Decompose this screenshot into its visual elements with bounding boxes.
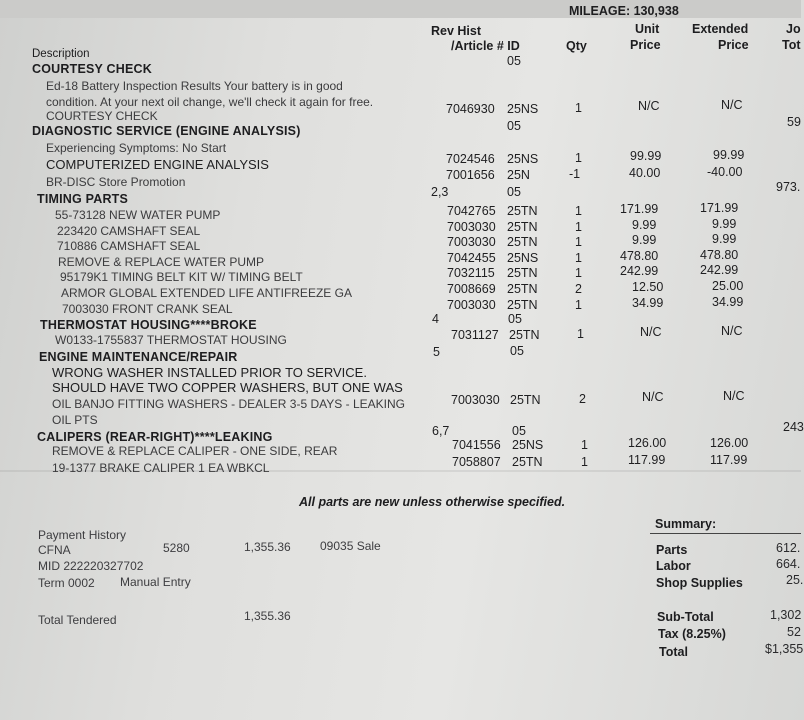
timing-row-id: 25TN (507, 282, 538, 296)
diag-r2-qty: -1 (569, 167, 581, 181)
timing-row-desc: 7003030 FRONT CRANK SEAL (62, 301, 233, 316)
thermostat-qty: 1 (577, 327, 584, 341)
timing-row-unit: 34.99 (632, 295, 664, 310)
summary-subtotal: 1,302 (770, 608, 802, 622)
courtesy-unit: N/C (638, 99, 660, 113)
timing-row-unit: 9.99 (632, 233, 657, 248)
caliper-row-desc: 19-1377 BRAKE CALIPER 1 EA WBKCL (52, 461, 270, 475)
timing-row-id: 25TN (507, 204, 538, 218)
timing-row-qty: 1 (575, 235, 582, 250)
timing-row-qty: 1 (575, 297, 582, 312)
thermostat-rev-left: 4 (432, 312, 439, 326)
timing-row-desc: REMOVE & REPLACE WATER PUMP (58, 254, 265, 269)
timing-row-qty: 1 (575, 266, 582, 281)
payment-title: Payment History (38, 528, 127, 542)
col-article-id: /Article # ID (451, 39, 520, 53)
payment-card: CFNA (38, 543, 71, 557)
timing-row-qty: 1 (575, 204, 582, 218)
timing-row-article: 7042765 (447, 204, 496, 218)
timing-row-article: 7003030 (447, 235, 496, 250)
courtesy-rev2: 05 (507, 119, 521, 133)
col-rev-hist: Rev Hist (431, 24, 482, 38)
diagnostic-line1: Experiencing Symptoms: No Start (46, 141, 227, 155)
thermostat-unit: N/C (640, 325, 662, 339)
engine-id: 25TN (510, 393, 541, 407)
timing-row-article: 7008669 (447, 282, 496, 296)
timing-row-unit: 478.80 (620, 248, 659, 263)
engine-article: 7003030 (451, 393, 500, 407)
courtesy-article: 7046930 (446, 102, 495, 116)
payment-amount: 1,355.36 (244, 540, 291, 554)
timing-row-ext: 242.99 (700, 263, 739, 278)
caliper-row-article: 7058807 (452, 455, 501, 469)
caliper-row-qty: 1 (581, 455, 588, 469)
caliper-row-article: 7041556 (452, 438, 501, 452)
courtesy-ext: N/C (721, 98, 743, 112)
thermostat-rev: 05 (508, 312, 522, 326)
timing-rev: 05 (507, 185, 521, 199)
courtesy-line1: Ed-18 Battery Inspection Results Your battery is in good (46, 79, 343, 93)
summary-labor-label: Labor (656, 559, 691, 573)
timing-row-desc: 95179K1 TIMING BELT KIT W/ TIMING BELT (60, 270, 303, 285)
courtesy-qty: 1 (575, 101, 582, 115)
timing-row-unit: 242.99 (620, 264, 659, 279)
diag-r1-id: 25NS (507, 152, 539, 166)
summary-subtotal-label: Sub-Total (657, 610, 714, 624)
payment-card-no: 5280 (163, 541, 190, 555)
payment-sale: 09035 Sale (320, 539, 381, 553)
summary-total-label: Total (659, 645, 688, 659)
timing-row-article: 7003030 (447, 297, 496, 312)
diag-r2-ext: -40.00 (707, 165, 743, 179)
timing-row-desc: 55-73128 NEW WATER PUMP (55, 208, 221, 222)
col-ext-1: Extended (692, 22, 749, 36)
timing-row-ext: 9.99 (712, 216, 737, 231)
courtesy-job-total: 59 (787, 115, 801, 129)
diag-r1-qty: 1 (575, 151, 582, 165)
diag-r1-article: 7024546 (446, 152, 495, 166)
caliper-row-qty: 1 (581, 438, 588, 452)
timing-row-unit: 9.99 (632, 217, 657, 232)
timing-row-id: 25NS (507, 250, 539, 265)
courtesy-id: 25NS (507, 102, 539, 116)
timing-row-unit: 171.99 (620, 202, 659, 216)
timing-row-qty: 2 (575, 282, 582, 296)
timing-row-qty: 1 (575, 250, 582, 265)
summary-parts-label: Parts (656, 543, 688, 557)
summary-shop: 25. (786, 573, 804, 587)
engine-unit: N/C (642, 390, 664, 404)
mileage: MILEAGE: 130,938 (569, 4, 679, 18)
timing-row-article: 7032115 (447, 266, 495, 281)
timing-row-ext: 9.99 (712, 232, 737, 247)
courtesy-title: COURTESY CHECK (32, 62, 152, 76)
timing-row-article: 7003030 (447, 219, 496, 234)
col-ext-2: Price (718, 38, 749, 52)
thermostat-article: 7031127 (451, 328, 499, 342)
timing-row-qty: 1 (575, 219, 582, 234)
diag-r2-id: 25N (507, 168, 530, 182)
engine-rev: 05 (510, 344, 524, 358)
summary-shop-label: Shop Supplies (656, 576, 743, 590)
diagnostic-title: DIAGNOSTIC SERVICE (ENGINE ANALYSIS) (32, 124, 301, 138)
engine-line4: OIL PTS (52, 413, 98, 427)
diag-r1-ext: 99.99 (713, 148, 745, 162)
summary-parts: 612. (776, 541, 801, 555)
timing-row-unit: 12.50 (632, 280, 664, 294)
payment-term: Term 0002 (38, 576, 95, 590)
timing-row-ext: 25.00 (712, 279, 744, 293)
summary-tax: 52 (787, 625, 801, 639)
timing-rev-left: 2,3 (431, 185, 449, 199)
timing-row-ext: 34.99 (712, 294, 744, 309)
calipers-title: CALIPERS (REAR-RIGHT)****LEAKING (37, 430, 273, 444)
thermostat-ext: N/C (721, 324, 743, 338)
timing-row-id: 25TN (507, 235, 538, 250)
timing-row-desc: ARMOR GLOBAL EXTENDED LIFE ANTIFREEZE GA (61, 286, 352, 300)
caliper-row-id: 25TN (512, 455, 543, 469)
top-strip (0, 0, 801, 18)
diag-r2-article: 7001656 (446, 168, 495, 182)
calipers-job-total: 243 (783, 420, 804, 434)
thermostat-title: THERMOSTAT HOUSING****BROKE (40, 318, 257, 332)
diagnostic-line3: BR-DISC Store Promotion (46, 175, 186, 189)
payment-mid: MID 222220327702 (38, 559, 144, 573)
col-unit-2: Price (630, 38, 661, 52)
summary-title: Summary: (655, 517, 717, 531)
engine-qty: 2 (579, 392, 586, 406)
col-unit-1: Unit (635, 22, 660, 36)
engine-ext: N/C (723, 389, 745, 403)
summary-tax-label: Tax (8.25%) (658, 627, 726, 641)
courtesy-line3: COURTESY CHECK (46, 109, 158, 123)
timing-row-id: 25TN (507, 219, 538, 234)
diagnostic-line2: COMPUTERIZED ENGINE ANALYSIS (46, 157, 269, 172)
diag-r2-unit: 40.00 (629, 166, 661, 180)
timing-row-id: 25TN (507, 297, 538, 312)
caliper-row-ext: 117.99 (710, 453, 748, 467)
calipers-rev: 05 (512, 424, 526, 438)
diag-r1-unit: 99.99 (630, 149, 662, 163)
payment-entry: Manual Entry (120, 575, 191, 589)
engine-line3: OIL BANJO FITTING WASHERS - DEALER 3-5 DAYS - LEAKING (52, 397, 405, 411)
engine-rev-left: 5 (433, 345, 440, 359)
summary-labor: 664. (776, 557, 801, 571)
col-job-1: Jo (786, 22, 801, 36)
timing-row-desc: 710886 CAMSHAFT SEAL (57, 239, 201, 254)
diag-job-total: 973. (776, 180, 801, 194)
tendered-amount: 1,355.36 (244, 609, 291, 623)
parts-notice: All parts are new unless otherwise specified. (299, 495, 566, 509)
caliper-row-ext: 126.00 (710, 436, 749, 450)
timing-row-desc: 223420 CAMSHAFT SEAL (57, 223, 201, 238)
timing-title: TIMING PARTS (37, 192, 129, 206)
caliper-row-desc: REMOVE & REPLACE CALIPER - ONE SIDE, REAR (52, 444, 338, 458)
summary-total: $1,355 (765, 642, 804, 656)
courtesy-rev: 05 (507, 54, 521, 68)
timing-row-id: 25TN (507, 266, 538, 281)
engine-title: ENGINE MAINTENANCE/REPAIR (39, 350, 238, 364)
calipers-rev-left: 6,7 (432, 424, 450, 438)
col-job-2: Tot (782, 38, 801, 52)
caliper-row-unit: 126.00 (628, 436, 667, 450)
caliper-row-unit: 117.99 (628, 453, 666, 467)
engine-line1: WRONG WASHER INSTALLED PRIOR TO SERVICE. (52, 365, 367, 380)
thermostat-id: 25TN (509, 328, 540, 342)
timing-row-article: 7042455 (447, 250, 496, 265)
col-qty: Qty (566, 39, 587, 53)
col-description: Description (32, 48, 90, 60)
timing-row-ext: 478.80 (700, 247, 739, 262)
engine-line2: SHOULD HAVE TWO COPPER WASHERS, BUT ONE WAS (52, 380, 403, 395)
thermostat-line1: W0133-1755837 THERMOSTAT HOUSING (55, 333, 287, 347)
timing-row-ext: 171.99 (700, 201, 739, 215)
courtesy-line2: condition. At your next oil change, we'll check it again for free. (46, 95, 374, 109)
summary-rule (650, 533, 801, 534)
caliper-row-id: 25NS (512, 438, 544, 452)
tendered-label: Total Tendered (38, 613, 117, 627)
